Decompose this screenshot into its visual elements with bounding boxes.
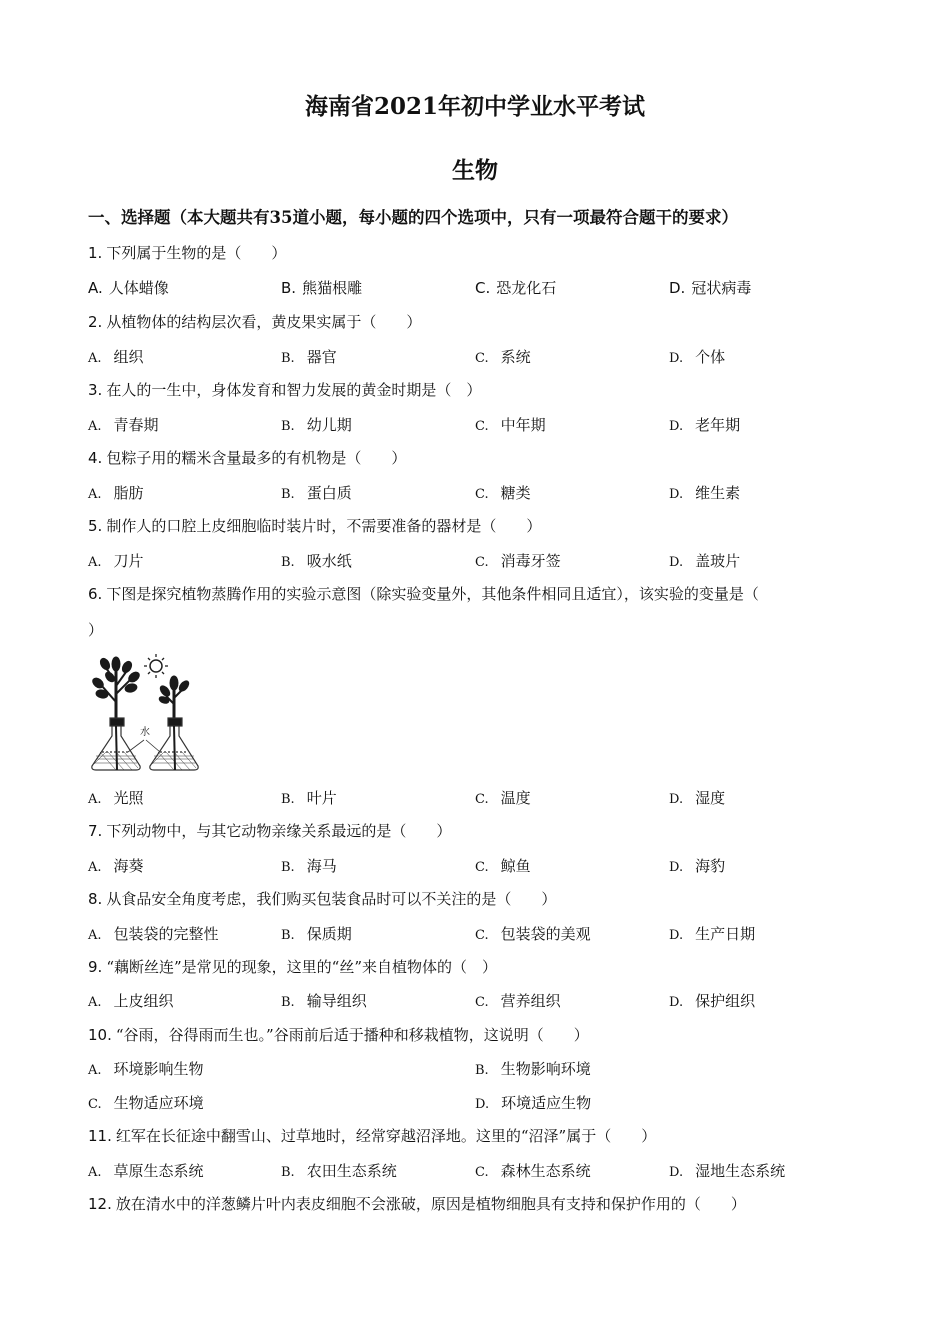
- question-9: [88, 956, 497, 977]
- option-text: 环境影响生物: [113, 1060, 204, 1078]
- question-10: [88, 1024, 589, 1045]
- option-text: 包装袋的美观: [500, 925, 591, 943]
- option-text: 器官: [306, 348, 337, 366]
- question-6-continuation: ）: [88, 621, 104, 639]
- option-letter: A.: [88, 928, 102, 943]
- option-text: 系统: [500, 348, 531, 366]
- option-c: [475, 990, 561, 1011]
- option-letter: A.: [88, 792, 102, 807]
- option-text: 生物适应环境: [113, 1094, 204, 1112]
- option-a: [88, 1058, 204, 1079]
- question-text: 从植物体的结构层次看，黄皮果实属于（ ）: [106, 313, 422, 331]
- option-a: [88, 277, 169, 298]
- option-letter: A.: [88, 995, 102, 1010]
- question-number: 7.: [88, 822, 103, 840]
- option-letter: D.: [475, 1097, 490, 1112]
- option-b: [281, 923, 352, 944]
- option-text: 鲸鱼: [500, 857, 531, 875]
- option-c: [475, 550, 561, 571]
- question-7: [88, 820, 451, 841]
- option-letter: C.: [475, 279, 491, 297]
- option-text: 生产日期: [695, 925, 756, 943]
- question-text: “藕断丝连”是常见的现象，这里的“丝”来自植物体的（ ）: [106, 958, 497, 976]
- option-letter: B.: [281, 995, 295, 1010]
- option-c: [475, 482, 531, 503]
- question-number: 2.: [88, 313, 103, 331]
- option-text: 温度: [500, 789, 531, 807]
- leafy-branch: [91, 657, 141, 722]
- question-number: 3.: [88, 381, 103, 399]
- option-a: [88, 923, 219, 944]
- option-letter: C.: [475, 860, 489, 875]
- option-d: [669, 482, 740, 503]
- option-text: 生物影响环境: [500, 1060, 591, 1078]
- option-d: [475, 1092, 591, 1113]
- option-c: [475, 346, 531, 367]
- option-a: [88, 550, 144, 571]
- option-text: 盖玻片: [695, 552, 741, 570]
- option-text: 组织: [113, 348, 144, 366]
- question-11: [88, 1125, 656, 1146]
- option-b: [281, 277, 362, 298]
- option-letter: C.: [475, 995, 489, 1010]
- option-c: [475, 923, 591, 944]
- question-number: 4.: [88, 449, 103, 467]
- option-text: 农田生态系统: [306, 1162, 397, 1180]
- option-text: 环境适应生物: [501, 1094, 592, 1112]
- option-text: 光照: [113, 789, 144, 807]
- question-number: 11.: [88, 1127, 112, 1145]
- option-b: [281, 787, 337, 808]
- option-text: 恐龙化石: [496, 279, 557, 297]
- option-letter: B.: [281, 928, 295, 943]
- option-letter: A.: [88, 419, 102, 434]
- option-c: [475, 414, 546, 435]
- question-number: 1.: [88, 244, 103, 262]
- option-text: 湿度: [695, 789, 726, 807]
- option-letter: C.: [475, 555, 489, 570]
- option-letter: B.: [281, 487, 295, 502]
- question-text: 下图是探究植物蒸腾作用的实验示意图（除实验变量外，其他条件相同且适宜），该实验的变量是（: [106, 585, 759, 603]
- question-text: 制作人的口腔上皮细胞临时装片时，不需要准备的器材是（ ）: [106, 517, 542, 535]
- question-number: 8.: [88, 890, 103, 908]
- option-letter: A.: [88, 860, 102, 875]
- option-text: 糖类: [500, 484, 531, 502]
- option-letter: A.: [88, 1063, 102, 1078]
- option-text: 海马: [306, 857, 337, 875]
- option-letter: A.: [88, 487, 102, 502]
- option-letter: D.: [669, 555, 684, 570]
- option-text: 熊猫根雕: [302, 279, 363, 297]
- option-text: 青春期: [113, 416, 159, 434]
- question-text: 下列属于生物的是（ ）: [106, 244, 287, 262]
- option-text: 海豹: [695, 857, 726, 875]
- option-text: 幼儿期: [306, 416, 352, 434]
- option-text: 个体: [695, 348, 726, 366]
- sun-icon: [144, 654, 168, 678]
- option-d: [669, 277, 751, 298]
- option-text: 叶片: [306, 789, 337, 807]
- question-number: 12.: [88, 1195, 112, 1213]
- question-text: 下列动物中，与其它动物亲缘关系最远的是（ ）: [106, 822, 452, 840]
- question-text: “谷雨，谷得雨而生也。”谷雨前后适于播种和移栽植物，这说明（ ）: [115, 1026, 589, 1044]
- option-letter: B.: [281, 279, 297, 297]
- question-text: 红军在长征途中翻雪山、过草地时，经常穿越沼泽地。这里的“沼泽”属于（ ）: [115, 1127, 657, 1145]
- question-2: [88, 311, 421, 332]
- option-c: [88, 1092, 204, 1113]
- option-a: [88, 482, 144, 503]
- option-b: [475, 1058, 591, 1079]
- option-letter: D.: [669, 792, 684, 807]
- option-letter: B.: [281, 1165, 295, 1180]
- option-text: 蛋白质: [306, 484, 352, 502]
- option-b: [281, 1160, 397, 1181]
- option-text: 刀片: [113, 552, 144, 570]
- question-text: 从食品安全角度考虑，我们购买包装食品时可以不关注的是（ ）: [106, 890, 557, 908]
- question-text: 包粽子用的糯米含量最多的有机物是（ ）: [106, 449, 407, 467]
- option-d: [669, 855, 725, 876]
- option-a: [88, 414, 159, 435]
- option-d: [669, 346, 725, 367]
- option-letter: D.: [669, 928, 684, 943]
- option-letter: A.: [88, 1165, 102, 1180]
- option-text: 人体蜡像: [108, 279, 169, 297]
- option-a: [88, 855, 144, 876]
- question-12: [88, 1193, 746, 1214]
- option-letter: D.: [669, 487, 684, 502]
- option-letter: C.: [475, 792, 489, 807]
- option-text: 草原生态系统: [113, 1162, 204, 1180]
- right-flask: [150, 718, 198, 770]
- option-a: [88, 990, 174, 1011]
- option-text: 中年期: [500, 416, 546, 434]
- option-text: 老年期: [695, 416, 741, 434]
- option-text: 脂肪: [113, 484, 144, 502]
- water-pointer-lines: [128, 740, 160, 752]
- option-b: [281, 855, 337, 876]
- option-c: [475, 1160, 591, 1181]
- option-letter: C.: [475, 419, 489, 434]
- option-letter: B.: [281, 419, 295, 434]
- question-6: [88, 583, 759, 604]
- question-4: [88, 447, 406, 468]
- option-letter: D.: [669, 419, 684, 434]
- option-d: [669, 414, 740, 435]
- option-letter: D.: [669, 279, 686, 297]
- option-letter: B.: [281, 351, 295, 366]
- option-text: 吸水纸: [306, 552, 352, 570]
- option-b: [281, 414, 352, 435]
- option-letter: C.: [475, 351, 489, 366]
- option-a: [88, 787, 144, 808]
- question-text: 在人的一生中，身体发育和智力发展的黄金时期是（ ）: [106, 381, 482, 399]
- option-letter: D.: [669, 351, 684, 366]
- branch-without-leaves: [158, 676, 190, 722]
- option-letter: A.: [88, 351, 102, 366]
- section-heading: 一、选择题（本大题共有35道小题，每小题的四个选项中，只有一项最符合题干的要求）: [88, 208, 738, 227]
- option-letter: D.: [669, 860, 684, 875]
- option-letter: D.: [669, 1165, 684, 1180]
- option-text: 营养组织: [500, 992, 561, 1010]
- transpiration-experiment-figure: [88, 652, 238, 776]
- question-1: [88, 242, 286, 263]
- option-text: 上皮组织: [113, 992, 174, 1010]
- option-c: [475, 855, 531, 876]
- left-flask: [92, 718, 140, 770]
- water-label: 水: [140, 727, 150, 738]
- option-d: [669, 1160, 785, 1181]
- question-5: [88, 515, 541, 536]
- exam-title: 海南省2021年初中学业水平考试: [304, 93, 645, 120]
- option-letter: D.: [669, 995, 684, 1010]
- option-a: [88, 1160, 204, 1181]
- option-text: 包装袋的完整性: [113, 925, 219, 943]
- question-8: [88, 888, 556, 909]
- option-b: [281, 990, 367, 1011]
- option-text: 输导组织: [306, 992, 367, 1010]
- option-text: 森林生态系统: [500, 1162, 591, 1180]
- option-letter: C.: [475, 928, 489, 943]
- option-letter: A.: [88, 555, 102, 570]
- option-d: [669, 550, 740, 571]
- option-letter: C.: [88, 1097, 102, 1112]
- option-d: [669, 923, 755, 944]
- question-number: 9.: [88, 958, 103, 976]
- subject-title: 生物: [452, 157, 498, 184]
- option-a: [88, 346, 144, 367]
- question-3: [88, 379, 481, 400]
- option-letter: C.: [475, 487, 489, 502]
- option-text: 海葵: [113, 857, 144, 875]
- question-number: 5.: [88, 517, 103, 535]
- option-d: [669, 787, 725, 808]
- option-letter: A.: [88, 279, 103, 297]
- question-number: 6.: [88, 585, 103, 603]
- option-text: 湿地生态系统: [695, 1162, 786, 1180]
- option-text: 保质期: [306, 925, 352, 943]
- question-number: 10.: [88, 1026, 112, 1044]
- option-letter: B.: [281, 792, 295, 807]
- option-b: [281, 482, 352, 503]
- option-letter: B.: [281, 555, 295, 570]
- option-letter: B.: [281, 860, 295, 875]
- option-b: [281, 346, 337, 367]
- option-text: 维生素: [695, 484, 741, 502]
- option-letter: B.: [475, 1063, 489, 1078]
- option-text: 保护组织: [695, 992, 756, 1010]
- option-c: [475, 787, 531, 808]
- option-b: [281, 550, 352, 571]
- option-c: [475, 277, 556, 298]
- question-text: 放在清水中的洋葱鳞片叶内表皮细胞不会涨破，原因是植物细胞具有支持和保护作用的（ ）: [115, 1195, 746, 1213]
- option-text: 消毒牙签: [500, 552, 561, 570]
- option-text: 冠状病毒: [691, 279, 752, 297]
- option-d: [669, 990, 755, 1011]
- option-letter: C.: [475, 1165, 489, 1180]
